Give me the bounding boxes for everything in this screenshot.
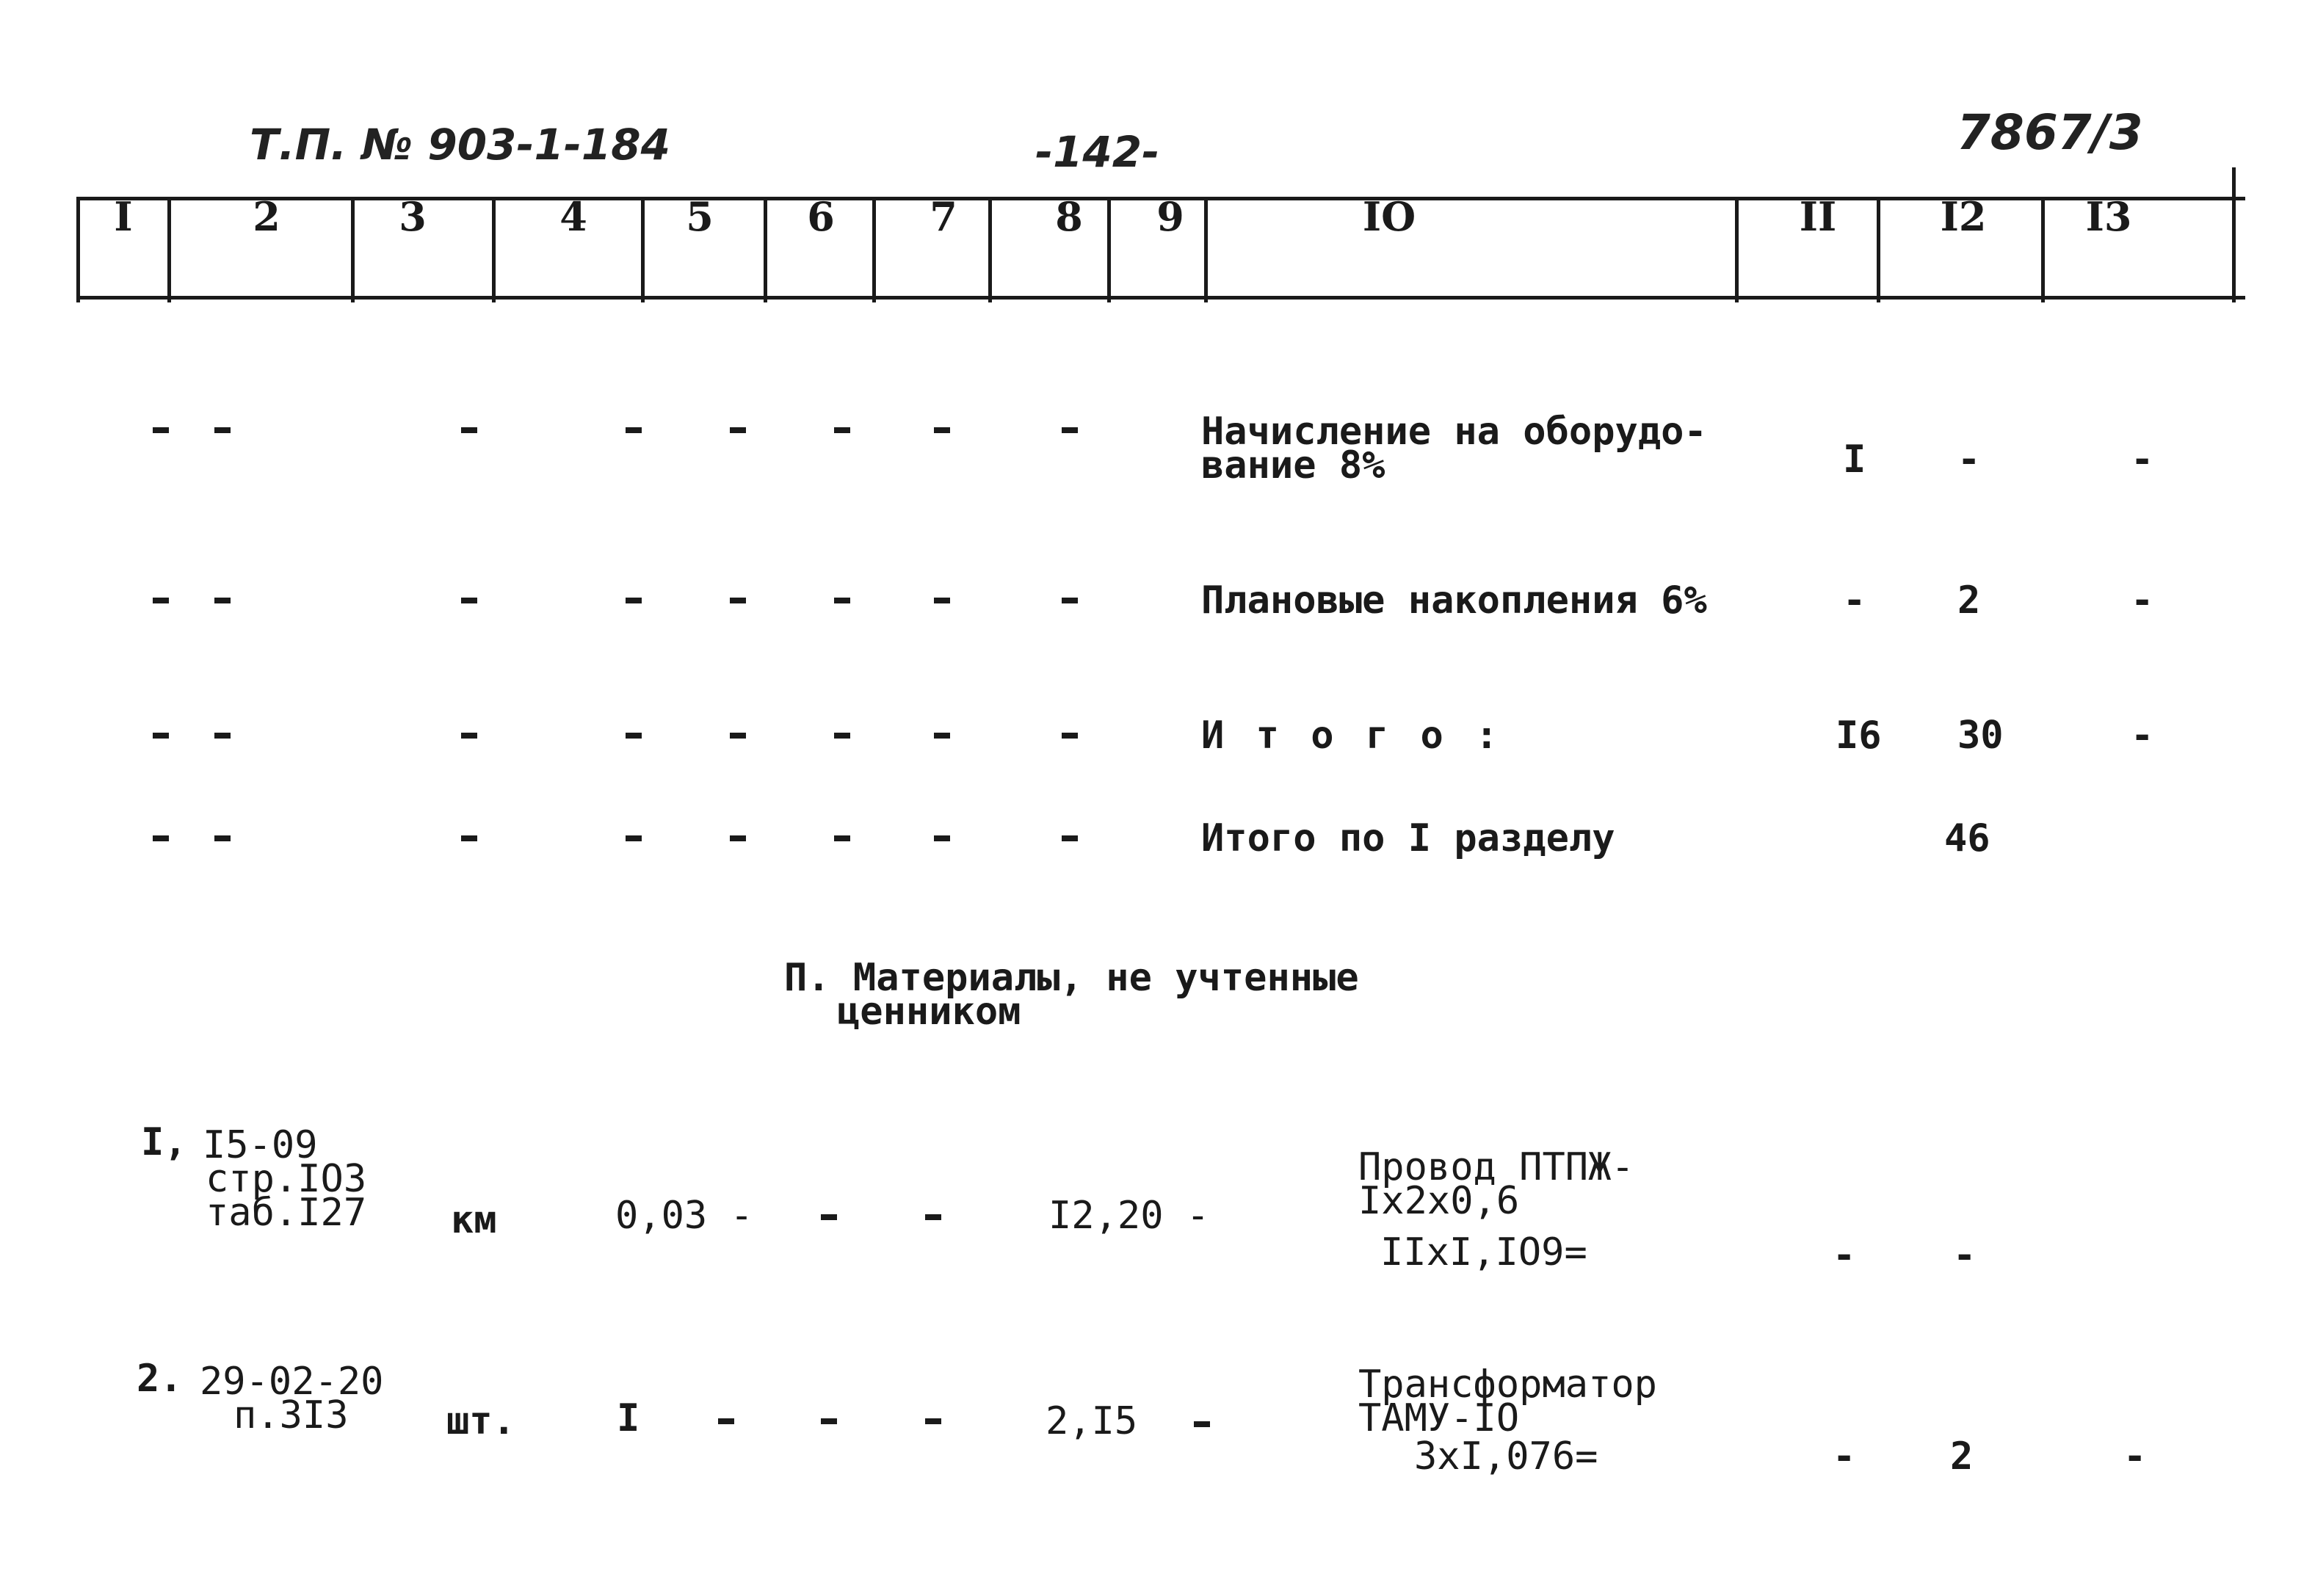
dash-mark xyxy=(834,427,850,433)
dash-mark xyxy=(214,733,231,739)
dash-mark xyxy=(730,598,746,603)
dash-mark xyxy=(214,835,231,841)
row-label: Плановые накопления 6% xyxy=(1201,578,1707,623)
dash-mark xyxy=(834,598,850,603)
col13-value: - xyxy=(2131,578,2154,623)
column-header: I3 xyxy=(2085,193,2132,240)
item-code: I5-09 xyxy=(203,1123,318,1167)
header-divider xyxy=(641,198,645,302)
item-price: I2,20 - xyxy=(1048,1194,1210,1238)
header-divider xyxy=(1107,198,1111,302)
col12-value: - xyxy=(1957,438,1981,482)
dash-mark xyxy=(214,598,231,603)
col11-value: I6 xyxy=(1836,714,1882,758)
sheet-reference: 7867/3 xyxy=(1957,104,2143,161)
col12-value: 2 xyxy=(1950,1434,1974,1479)
row-label: вание 8% xyxy=(1201,443,1385,487)
dash-mark xyxy=(1194,1421,1210,1427)
dash-mark xyxy=(730,427,746,433)
header-bottom-border xyxy=(76,296,2245,300)
col11-value: - xyxy=(1843,578,1866,623)
column-header: IO xyxy=(1362,193,1416,240)
col11-value: - xyxy=(1833,1434,1856,1479)
dash-mark xyxy=(461,835,477,841)
dash-mark xyxy=(925,1418,941,1424)
dash-mark xyxy=(153,733,169,739)
header-divider xyxy=(2041,198,2045,302)
column-header: 7 xyxy=(930,193,957,240)
item-name: Провод ПТПЖ- xyxy=(1358,1145,1634,1189)
col12-value: 2 xyxy=(1957,578,1981,623)
item-formula: 3xI,076= xyxy=(1414,1434,1598,1479)
dash-mark xyxy=(461,598,477,603)
item-name: Iх2х0,6 xyxy=(1358,1179,1520,1223)
column-header: I xyxy=(114,193,133,240)
dash-mark xyxy=(1062,733,1078,739)
row-label: Начисление на оборудо- xyxy=(1201,410,1707,454)
dash-mark xyxy=(153,835,169,841)
header-divider xyxy=(351,198,355,302)
page-number: -142- xyxy=(1035,127,1160,177)
column-header: 6 xyxy=(807,193,835,240)
dash-mark xyxy=(1062,598,1078,603)
header-divider xyxy=(167,198,171,302)
dash-mark xyxy=(1062,427,1078,433)
header-divider xyxy=(1735,198,1739,302)
dash-mark xyxy=(153,427,169,433)
dash-mark xyxy=(730,733,746,739)
col13-value: - xyxy=(2123,1434,2147,1479)
dash-mark xyxy=(153,598,169,603)
dash-mark xyxy=(626,598,642,603)
item-code: п.3I3 xyxy=(233,1393,349,1437)
item-unit: км xyxy=(451,1198,497,1242)
dash-mark xyxy=(934,835,950,841)
dash-mark xyxy=(821,1214,837,1220)
col12-value: 30 xyxy=(1957,714,2004,758)
dash-mark xyxy=(821,1418,837,1424)
item-price: 2,I5 xyxy=(1046,1399,1138,1443)
dash-mark xyxy=(626,835,642,841)
item-name: Трансформатор xyxy=(1358,1363,1657,1407)
column-header: II xyxy=(1799,193,1837,240)
dash-mark xyxy=(934,733,950,739)
column-header: 2 xyxy=(253,193,280,240)
column-header: 3 xyxy=(399,193,427,240)
section-title-continued: ценником xyxy=(837,990,1021,1034)
col11-value: I xyxy=(1843,438,1866,482)
header-divider xyxy=(988,198,992,302)
dash-mark xyxy=(934,427,950,433)
dash-mark xyxy=(925,1214,941,1220)
column-header: 9 xyxy=(1156,193,1184,240)
col12-value: - xyxy=(1953,1233,1977,1277)
column-header: 8 xyxy=(1055,193,1083,240)
col13-value: - xyxy=(2131,714,2154,758)
dash-mark xyxy=(834,733,850,739)
header-divider xyxy=(76,198,80,302)
item-unit: шт. xyxy=(446,1399,515,1443)
dash-mark xyxy=(626,733,642,739)
col11-value: - xyxy=(1833,1233,1856,1277)
header-divider xyxy=(492,198,496,302)
col13-value: - xyxy=(2131,438,2154,482)
header-divider xyxy=(764,198,767,302)
header-divider xyxy=(1877,198,1880,302)
column-header: 4 xyxy=(559,193,587,240)
item-code: стр.IO3 xyxy=(206,1157,367,1201)
item-name: ТАМУ-IO xyxy=(1358,1396,1520,1440)
dash-mark xyxy=(461,427,477,433)
item-formula: IIxI,IO9= xyxy=(1380,1230,1587,1274)
project-reference: Т.П. № 903-1-184 xyxy=(250,120,670,170)
row-label: И т о г о : xyxy=(1201,714,1503,758)
dash-mark xyxy=(834,835,850,841)
dash-mark xyxy=(626,427,642,433)
item-code: таб.I27 xyxy=(206,1191,367,1235)
item-code: 29-02-20 xyxy=(200,1360,384,1404)
row-label: Итого по I разделу xyxy=(1201,816,1615,860)
dash-mark xyxy=(934,598,950,603)
header-divider xyxy=(2232,167,2236,302)
col12-value: 46 xyxy=(1944,816,1990,860)
column-header: I2 xyxy=(1940,193,1987,240)
dash-mark xyxy=(214,427,231,433)
header-divider xyxy=(872,198,876,302)
column-header: 5 xyxy=(686,193,714,240)
item-quantity: I xyxy=(617,1396,640,1440)
dash-mark xyxy=(730,835,746,841)
header-divider xyxy=(1204,198,1208,302)
dash-mark xyxy=(718,1418,734,1424)
item-number: I, xyxy=(141,1120,187,1164)
section-title: П. Материалы, не учтенные xyxy=(784,956,1359,1000)
dash-mark xyxy=(461,733,477,739)
item-quantity: 0,03 - xyxy=(615,1194,753,1238)
dash-mark xyxy=(1062,835,1078,841)
item-number: 2. xyxy=(137,1357,183,1401)
